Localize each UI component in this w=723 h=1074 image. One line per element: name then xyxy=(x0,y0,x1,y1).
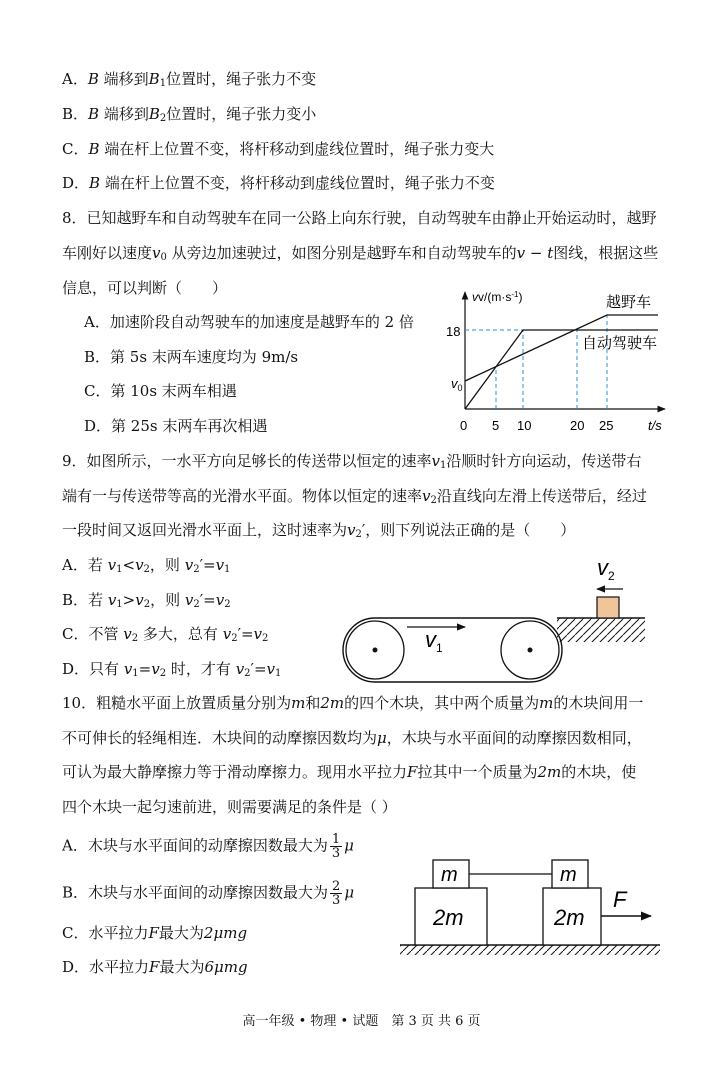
q10-stem-line-4: 四个木块一起匀速前进，则需要满足的条件是（ ） xyxy=(62,798,397,816)
left-large-label: 2m xyxy=(433,905,464,930)
q10-option-d: D．水平拉力F最大为6μmg xyxy=(62,958,248,976)
q10-stem-line-1: 10．粗糙水平面上放置质量分别为m和2m的四个木块，其中两个质量为m的木块间用一 xyxy=(62,694,644,712)
q8-stem-line-3: 信息，可以判断（ ） xyxy=(62,279,228,297)
q9-option-c: C．不管 $v_2$ 多大，总有 $v_2'=v_2$ xyxy=(62,625,269,644)
fraction-two-thirds: $\frac{2}{3}$ xyxy=(332,879,341,908)
q8-option-a: A．加速阶段自动驾驶车的加速度是越野车的 2 倍 xyxy=(84,313,414,331)
q7-option-a: A．B 端移到$B_1$位置时，绳子张力不变 xyxy=(62,70,317,89)
right-large-label: 2m xyxy=(554,905,585,930)
q8-stem-line-2: 车刚好以速度$v_0$ 从旁边加速驶过，如图分别是越野车和自动驾驶车的v − t图线，根据这些 xyxy=(62,244,659,263)
q7-option-c: C．B 端在杆上位置不变，将杆移动到虚线位置时，绳子张力变大 xyxy=(62,140,495,158)
x-tick-25: 25 xyxy=(599,418,614,433)
platform-hatch xyxy=(557,618,645,642)
q10-stem-line-2: 不可伸长的轻绳相连．木块间的动摩擦因数均为μ，木块与水平面间的动摩擦因数相同， xyxy=(62,729,642,747)
q9-option-b: B．若 $v_1>v_2$，则 $v_2'=v_2$ xyxy=(62,591,231,610)
block xyxy=(597,597,619,618)
belt-left-arc xyxy=(343,618,375,682)
label-auto: 自动驾驶车 xyxy=(582,335,658,352)
q10-option-a: A．木块与水平面间的动摩擦因数最大为 $\frac{1}{3}$ μ xyxy=(62,832,354,861)
left-axle xyxy=(373,648,378,653)
q10-option-c: C．水平拉力F最大为2μmg xyxy=(62,924,248,942)
right-axle xyxy=(528,648,533,653)
fraction-one-third: $\frac{1}{3}$ xyxy=(331,832,341,861)
q9-option-a: A．若 $v_1<v_2$，则 $v_2'=v_1$ xyxy=(62,556,231,575)
q9-stem-line-3: 一段时间又返回光滑水平面上，这时速率为$v_2'$，则下列说法正确的是（ ） xyxy=(62,521,576,540)
y-tick-18: 18 xyxy=(446,324,461,339)
x-tick-10: 10 xyxy=(517,418,532,433)
v1-label: $v_1$ xyxy=(425,627,443,655)
ground-hatch xyxy=(400,945,660,955)
origin-label: 0 xyxy=(460,418,468,433)
q9-stem-line-2: 端有一与传送带等高的光滑水平面。物体以恒定的速率$v_2$沿直线向左滑上传送带后，经过 xyxy=(62,487,647,506)
q9-option-d: D．只有 $v_1=v_2$ 时，才有 $v_2'=v_1$ xyxy=(62,660,282,679)
q8-option-c: C．第 10s 末两车相遇 xyxy=(84,382,237,400)
x-tick-5: 5 xyxy=(492,418,500,433)
q10-stem-line-3: 可认为最大静摩擦力等于滑动摩擦力。现用水平拉力F拉其中一个质量为2m的木块，使 xyxy=(62,763,637,781)
q9-stem-line-1: 9．如图所示，一水平方向足够长的传送带以恒定的速率$v_1$沿顺时针方向运动，传送带右 xyxy=(62,452,642,471)
y-axis-label: $vv/(m\cdot s^{-1})$ xyxy=(472,289,523,304)
q8-stem-line-1: 8．已知越野车和自动驾驶车在同一公路上向东行驶，自动驾驶车由静止开始运动时，越野 xyxy=(62,209,657,227)
x-tick-20: 20 xyxy=(570,418,585,433)
q8-option-b: B．第 5s 末两车速度均为 9m/s xyxy=(84,348,299,366)
vt-graph xyxy=(440,284,670,434)
x-axis-label: t/s xyxy=(648,418,662,433)
q8-option-d: D．第 25s 末两车再次相遇 xyxy=(84,417,268,435)
q10-option-b: B．木块与水平面间的动摩擦因数最大为 $\frac{2}{3}$ μ xyxy=(62,879,355,908)
label-offroad: 越野车 xyxy=(606,294,652,311)
v2-label: $v_2$ xyxy=(597,555,615,583)
force-label: F xyxy=(613,887,627,912)
conveyor-diagram xyxy=(335,555,655,685)
left-small-label: m xyxy=(441,864,458,886)
q7-option-b: B．B 端移到$B_2$位置时，绳子张力变小 xyxy=(62,105,317,124)
page-footer: 高一年级 • 物理 • 试题 第 3 页 共 6 页 xyxy=(242,1014,481,1029)
q7-option-d: D．B 端在杆上位置不变，将杆移动到虚线位置时，绳子张力不变 xyxy=(62,174,495,192)
blocks-diagram xyxy=(395,855,665,965)
y-tick-v0: $v_0$ xyxy=(451,376,463,393)
right-small-label: m xyxy=(560,864,577,886)
